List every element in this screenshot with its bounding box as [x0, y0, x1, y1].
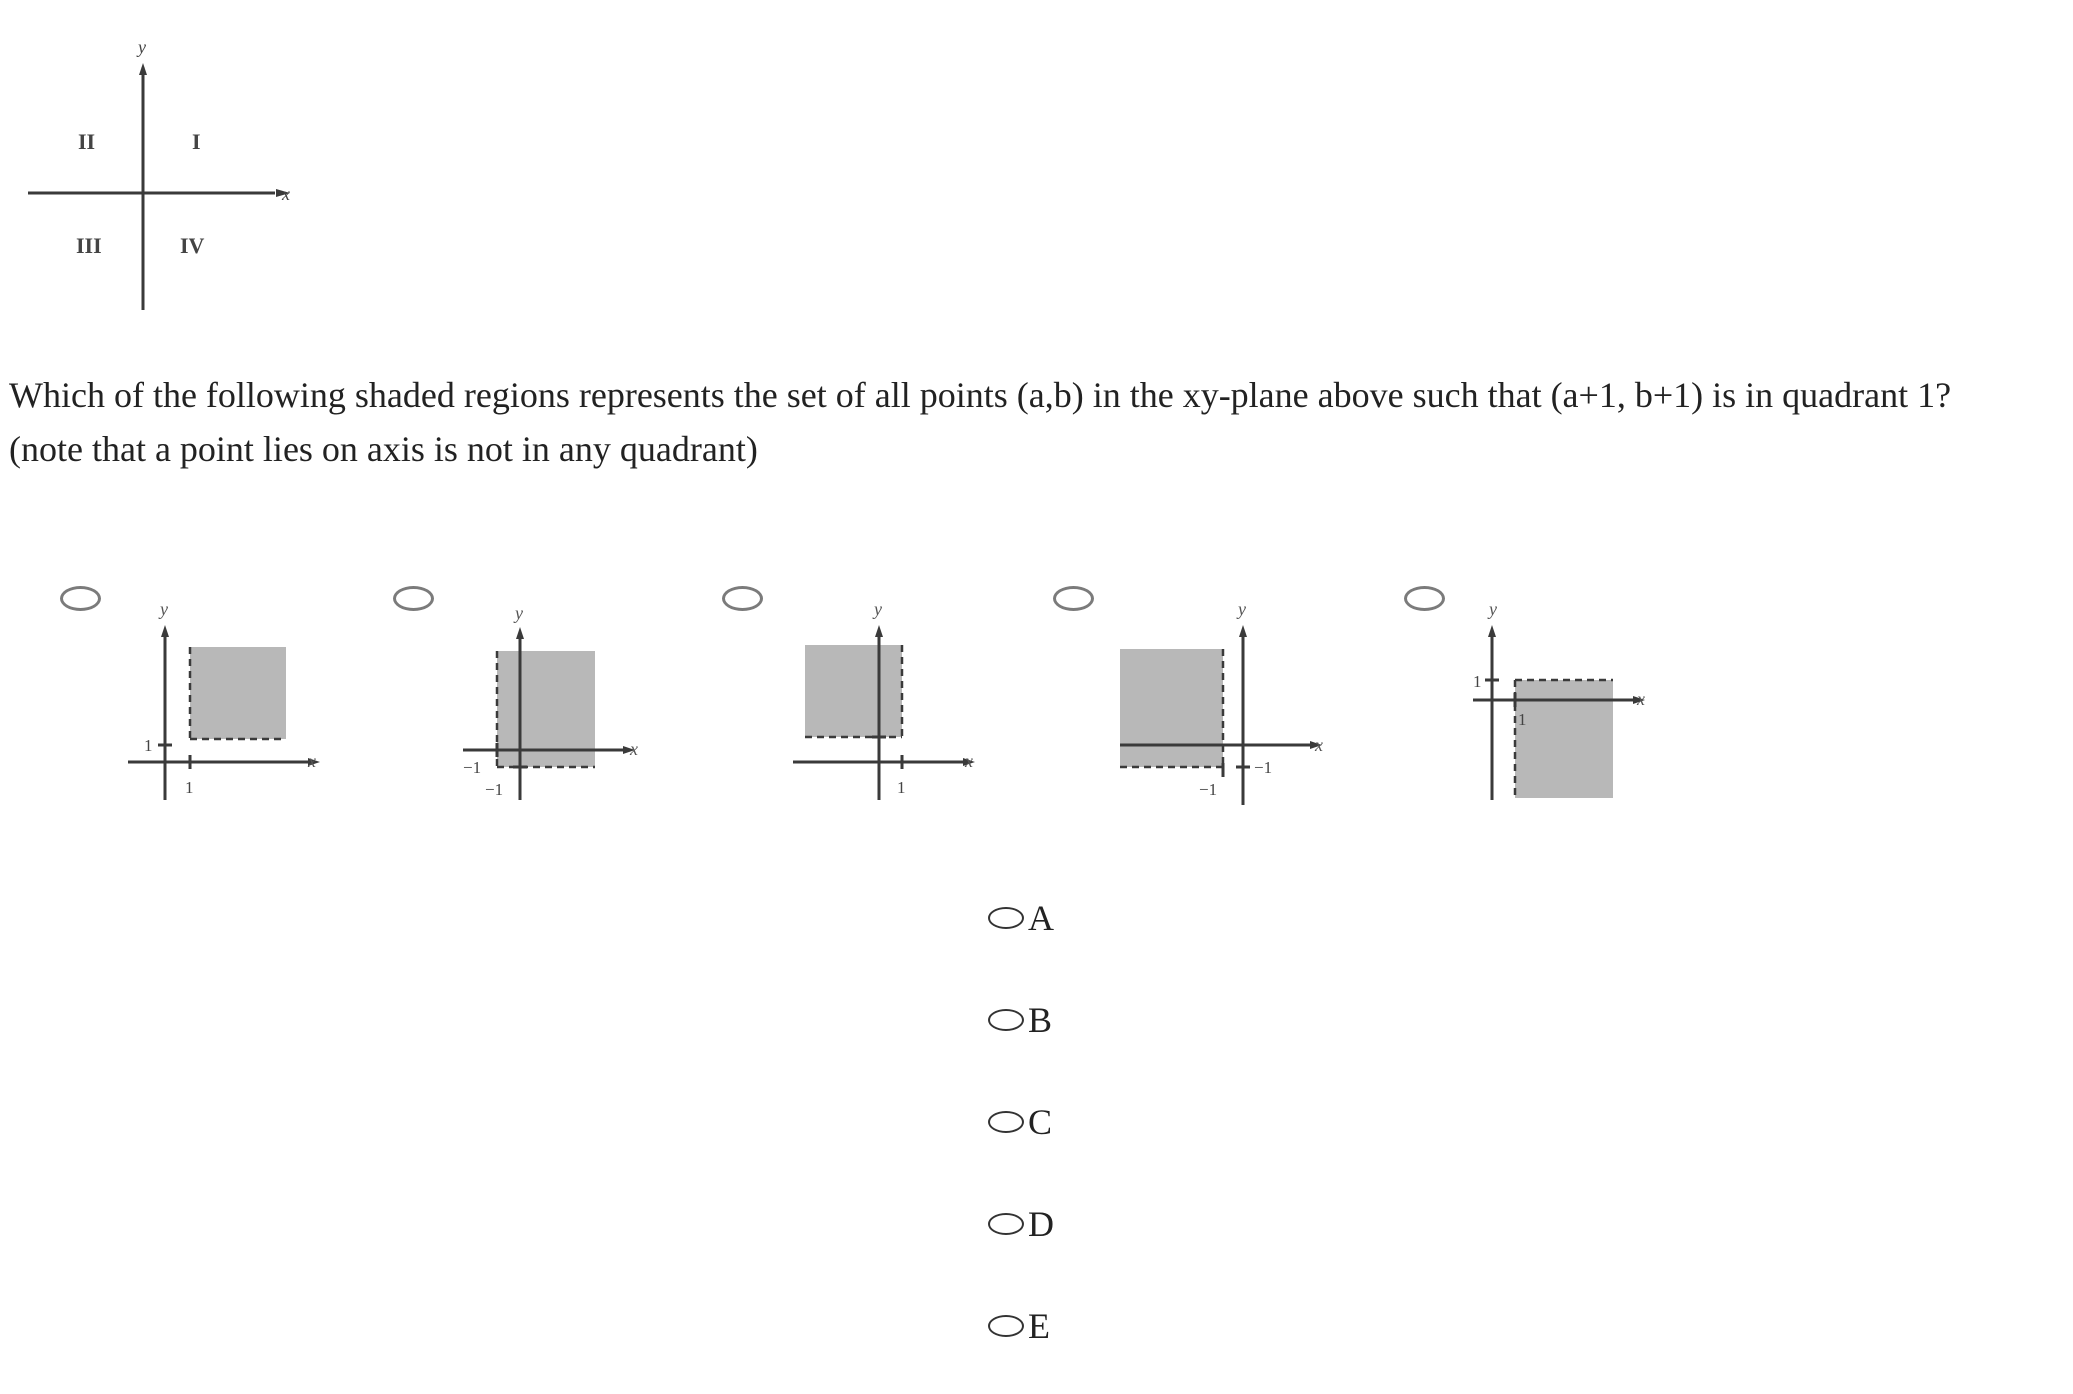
quadrant-label-iv: IV: [180, 233, 205, 258]
option-a[interactable]: [988, 896, 1054, 940]
quadrant-reference-figure: [20, 35, 300, 315]
option-e-radio[interactable]: [988, 1315, 1024, 1337]
choice-image-4-radio-icon: [1053, 586, 1094, 611]
tick-label: 1: [185, 778, 194, 797]
option-b[interactable]: [988, 998, 1052, 1042]
choice-image-3: [785, 595, 1005, 815]
choice-image-5-radio-icon: [1404, 586, 1445, 611]
y-axis-arrowhead: [875, 625, 883, 637]
option-a-label: A: [1028, 898, 1054, 938]
quadrant-label-iii: III: [76, 233, 102, 258]
option-b-radio[interactable]: [988, 1009, 1024, 1031]
option-d-radio[interactable]: [988, 1213, 1024, 1235]
shaded-region: [805, 645, 902, 737]
shaded-region: [190, 647, 286, 739]
choice-image-5: [1465, 595, 1685, 815]
y-axis-label: y: [874, 599, 882, 619]
tick-label: −1: [1199, 780, 1218, 799]
tick-label: −1: [463, 758, 482, 777]
choice-image-1-radio-icon: [60, 586, 101, 611]
y-axis-arrowhead: [1488, 625, 1496, 637]
y-axis-label: y: [515, 603, 523, 623]
question-text: Which of the following shaded regions represents the set of all points (a,b) in the xy-plane above such that (a+1, b+1) is in quadrant 1?: [9, 375, 1952, 415]
x-axis-label: x: [1315, 735, 1323, 755]
y-axis-arrowhead: [139, 63, 147, 75]
tick-label: 1: [1518, 710, 1527, 729]
tick-label: 1: [1473, 672, 1482, 691]
quadrant-label-i: I: [192, 129, 201, 154]
x-axis-label: x: [308, 751, 316, 771]
y-axis-label: y: [138, 37, 146, 57]
y-axis-arrowhead: [161, 625, 169, 637]
choice-image-2-radio-icon: [393, 586, 434, 611]
question-note: (note that a point lies on axis is not in any quadrant): [9, 429, 758, 469]
option-b-label: B: [1028, 1000, 1053, 1040]
y-axis-arrowhead: [516, 627, 524, 639]
x-axis-label: x: [282, 184, 290, 204]
choice-image-1: [120, 595, 340, 815]
option-d-label: D: [1028, 1204, 1054, 1244]
y-axis-label: y: [160, 599, 168, 619]
option-c-label: C: [1028, 1102, 1053, 1142]
choice-image-2: [455, 595, 675, 815]
choice-image-3-radio-icon: [722, 586, 763, 611]
tick-label: 1: [144, 736, 153, 755]
option-e-label: E: [1028, 1306, 1050, 1346]
y-axis-arrowhead: [1239, 625, 1247, 637]
y-axis-label: y: [1489, 599, 1497, 619]
shaded-region: [1515, 680, 1613, 798]
tick-label: 1: [897, 778, 906, 797]
option-a-radio[interactable]: [988, 907, 1024, 929]
quadrant-label-ii: II: [78, 129, 96, 154]
shaded-region: [1120, 649, 1223, 767]
x-axis-label: x: [630, 739, 638, 759]
option-c-radio[interactable]: [988, 1111, 1024, 1133]
y-axis-label: y: [1238, 599, 1246, 619]
option-c[interactable]: [988, 1100, 1052, 1144]
option-d[interactable]: [988, 1202, 1054, 1246]
x-axis-label: x: [965, 751, 973, 771]
tick-label: −1: [485, 780, 504, 799]
x-axis-label: x: [1637, 689, 1645, 709]
tick-label: −1: [1254, 758, 1273, 777]
option-e[interactable]: [988, 1304, 1050, 1348]
choice-image-4: [1115, 595, 1345, 815]
